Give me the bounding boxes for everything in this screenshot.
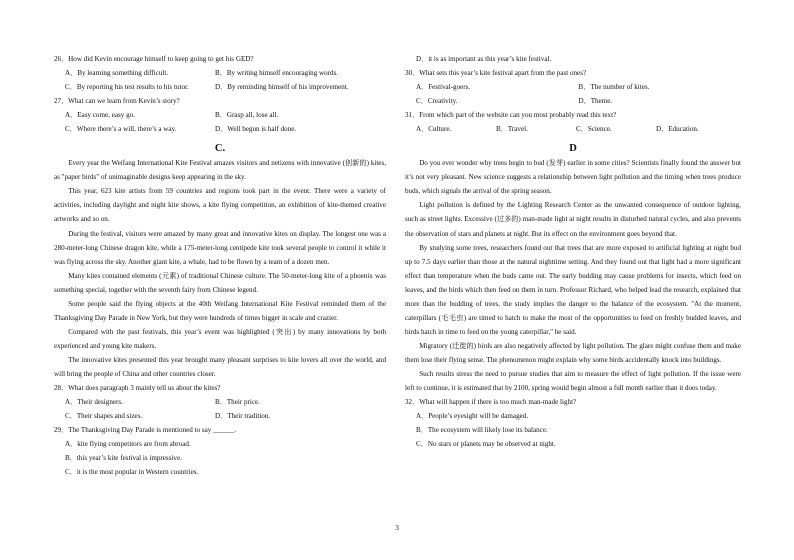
passage-paragraph: By studying some trees, researchers found out that trees that are more exposed to artificial lighting at night bud up to 7.5 days earlier than those at the natural nighttime setting. And they found out that light had a more significant effect than temperature when the buds came out. The early budding may cause problems for insects, which feed on leaves, and the birds which then feed on them in turn. Professor Richard, who helped lead the research, explained that more than the budding of trees, the study implies the danger to the balance of the ecosystem. "At the moment, caterpillars (毛毛虫) are timed to hatch to make the most of the opportunities to feed on freshly budded leaves, and birds hatch in time to feed on the young caterpillar," he said. [405,243,741,336]
passage-paragraph: Do you ever wonder why trees begin to bud (发芽) earlier in some cities? Scientists finally found the answer but it’s not very pleasant. New science suggests a relationship between light pollution and the timing when trees produce buds, which signals the arrival of the spring season. [405,159,741,196]
option: A．Culture. [416,125,452,134]
option: B．Travel. [496,125,528,134]
option: C．No stars or planets may be observed at night. [416,440,556,449]
option: D．Theme. [578,97,613,106]
passage-paragraph: Some people said the flying objects at the 40th Weifang International Kite Festival reminded them of the Thanksgiving Day Parade in New York, but they were hundreds of times bigger in scale and crazier. [54,299,386,322]
option: D．Their tradition. [215,412,271,421]
option: B．this year’s kite festival is impressive. [65,454,182,463]
passage-paragraph: During the festival, visitors were amazed by many great and innovative kites on display. The longest one was a 280-meter-long Chinese dragon kite, while a 175-meter-long centipede kite took several people to control it while it was flying across the sky. Another giant kite, a whale, had to be flown by a team of a dozen men. [54,229,386,266]
section-title-d: D [569,143,577,155]
option: C．Where there’s a will, there’s a way. [65,125,177,134]
question-26: 26．How did Kevin encourage himself to keep going to get his GED? [54,55,254,63]
question-32: 32．What will happen if there is too much man-made light? [405,398,577,407]
question-28-options [54,395,386,409]
option: B．The number of kites. [578,83,650,92]
option: C．Their shapes and sizes. [65,412,143,421]
question-31-options [405,122,741,136]
option: A．By learning something difficult. [65,69,169,78]
passage-paragraph: Light pollution is defined by the Lighting Research Center as the unwanted consequence of outdoor lighting, such as street lights. Excessive (过多的) man-made light at night results in disturbed natural cycles, and also prevents the observation of stars and planets at night. But its effect on the environment goes beyond that. [405,201,741,238]
passage-paragraph: Many kites contained elements (元素) of traditional Chinese culture. The 50-meter-long kite of a phoenix was something special, together with the seventh fairy from Chinese legend. [54,271,386,294]
question-30-options [405,80,741,94]
passage-paragraph: Every year the Weifang International Kite Festival amazes visitors and netizens with innovative (创新的) kites, as "paper birds" of unimaginable designs keep appearing in the sky. [54,159,386,182]
option: B．Grasp all, lose all. [215,111,279,120]
question-29: 29．The Thanksgiving Day Parade is mentioned to say ______. [54,426,237,435]
question-27: 27．What can we learn from Kevin’s story? [54,97,180,106]
left-column [54,52,386,479]
section-title-c: C. [214,143,226,155]
passage-paragraph: This year, 623 kite artists from 59 countries and regions took part in the event. There were a variety of activities, including daylight and night kite shows, a kite flying competition, an exhibition of kite-themed creative artworks and so on. [54,187,386,224]
option: A．People’s eyesight will be damaged. [416,412,529,421]
question-31: 31．From which part of the website can you most probably read this text? [405,111,617,120]
option: B．The ecosystem will likely lose its balance. [416,426,548,435]
question-26-options [54,66,386,80]
option: B．Their price. [215,398,260,407]
question-26-options [54,80,386,94]
question-28: 28．What does paragraph 3 mainly tell us about the kites? [54,384,221,393]
option: C．Creativity. [416,97,458,106]
question-28-options [54,409,386,423]
option: A．Festival-goers. [416,83,471,92]
question-27-options [54,108,386,122]
question-27-options [54,122,386,136]
passage-paragraph: Compared with the past festivals, this year’s event was highlighted (突出) by many innovations by both experienced and young kite makers. [54,327,386,350]
option: A．kite flying competitors are from abroad. [65,440,191,449]
option: D．Education. [656,125,699,134]
passage-paragraph: The innovative kites presented this year brought many pleasant surprises to kite lovers all over the world, and will bring the people of China and other countries closer. [54,355,386,378]
question-30-options [405,94,741,108]
option: C．By reporting his test results to his tutor. [65,83,189,92]
option: C．it is the most popular in Western countries. [65,468,199,477]
passage-paragraph: Migratory (迁徙的) birds are also negatively affected by light pollution. The glare might confuse them and make them lose their flying sense. The phenomenon might explain why some birds accidentally knock into buildings. [405,341,741,364]
question-30: 30．What sets this year’s kite festival apart from the past ones? [405,69,587,78]
page-number: 3 [395,523,399,532]
option: C．Science. [576,125,612,134]
passage-paragraph: Such results stress the need to pursue studies that aim to measure the effect of light pollution. If the issue were left to continue, it is estimated that by 2100, spring would begin almost a full month earlier than it does today. [405,369,741,393]
option: D．Well begun is half done. [215,125,297,134]
option: B．By writing himself encouraging words. [215,69,339,78]
option: D．it is as important as this year’s kite festival. [416,55,552,63]
option: A．Easy come, easy go. [65,111,135,120]
option: A．Their designers. [65,398,123,407]
option: D．By reminding himself of his improvement. [215,83,349,92]
right-column [405,52,741,451]
